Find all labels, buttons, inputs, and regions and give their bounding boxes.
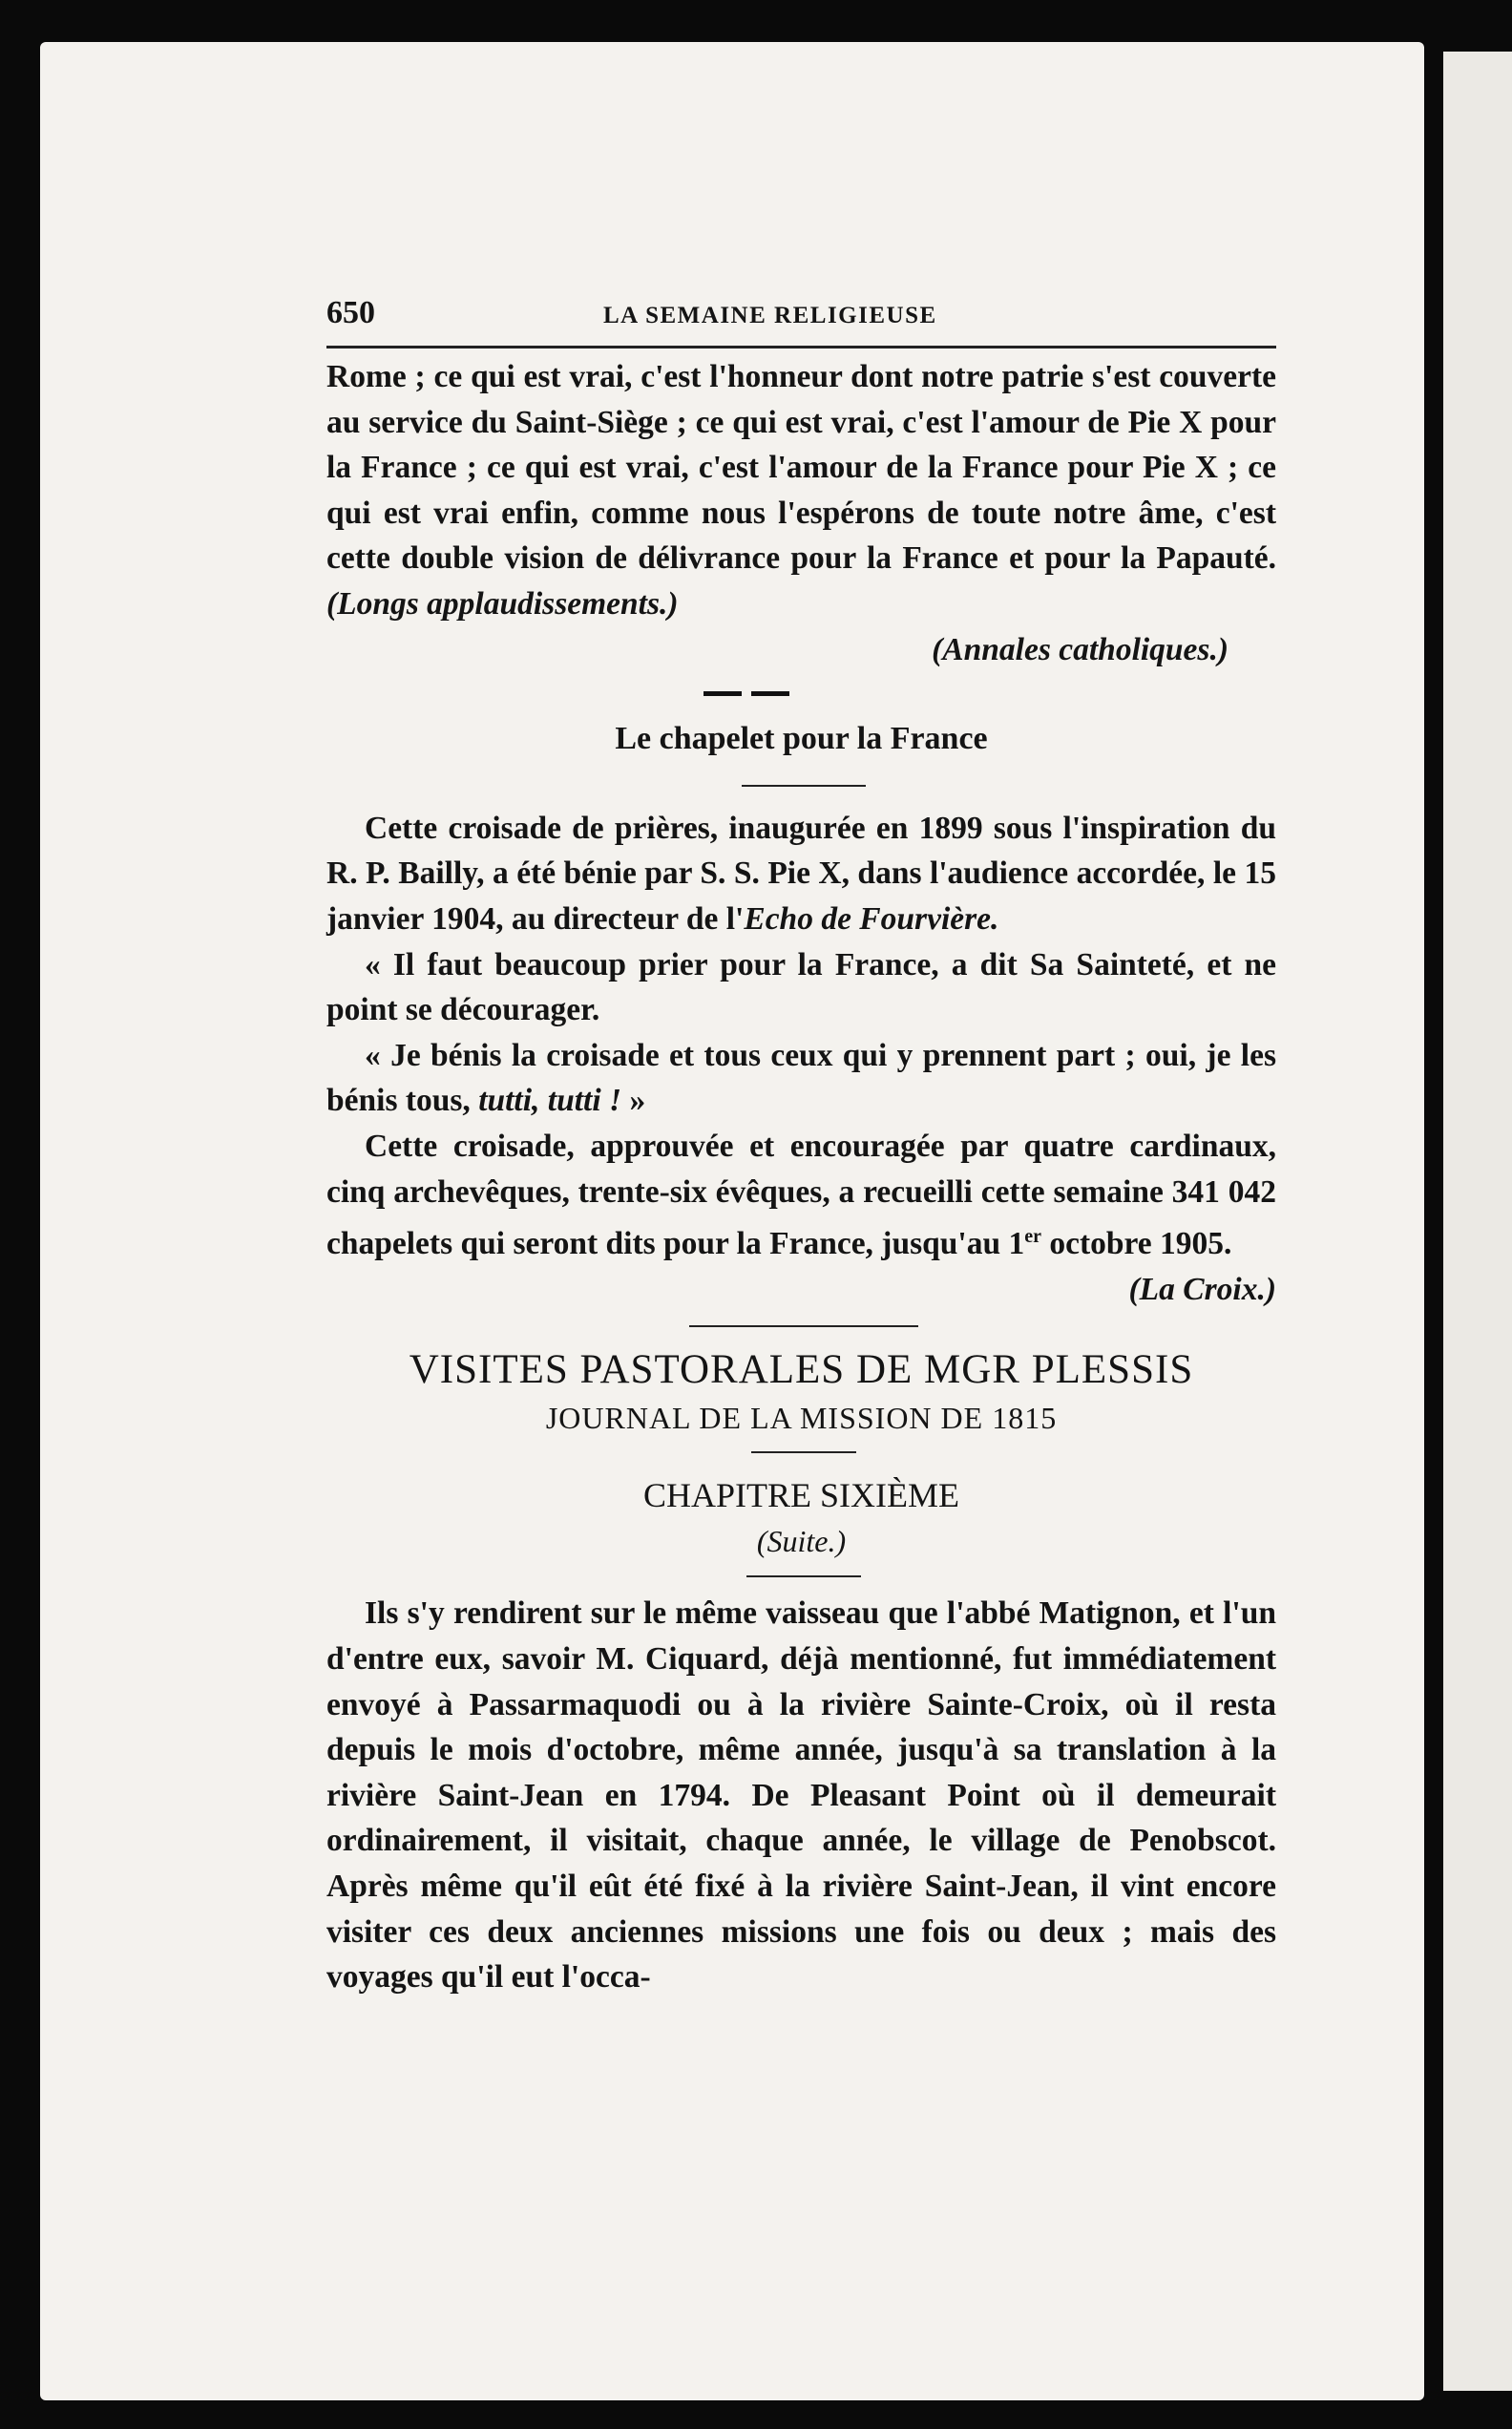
small-divider-3 — [326, 1562, 1276, 1591]
visites-section — [326, 1591, 1276, 1999]
header-rule — [326, 346, 1276, 349]
small-divider-2 — [326, 1440, 1276, 1465]
page-text — [326, 290, 1276, 2000]
intro-source: (Annales catholiques.) — [932, 631, 1228, 667]
intro-section — [326, 354, 1276, 672]
small-divider — [326, 764, 1276, 806]
running-title: LA SEMAINE RELIGIEUSE — [603, 303, 937, 328]
chapelet-source: (La Croix.) — [1128, 1271, 1276, 1307]
page-header — [326, 290, 1276, 332]
ornament-divider-2 — [326, 1312, 1276, 1341]
adjacent-page-edge — [1443, 52, 1512, 2391]
visites-subtitle: JOURNAL DE LA MISSION DE 1815 — [545, 1401, 1058, 1436]
visites-paragraph: Ils s'y rendirent sur le même vaisseau que l'abbé Matignon, et l'un d'entre eux, savoir M. Ciquard, déjà mentionné, fut immédiatement envoyé à Passarmaquodi ou à la rivière Sainte-Croix, où il resta depuis le mois d'octobre, même année, jusqu'à sa translation à la rivière Saint-Jean en 1794. De Pleasant Point où il demeurait ordinairement, il visitait, chaque année, le village de Penobscot. Après même qu'il eût été fixé à la rivière Saint-Jean, il vint encore visiter ces deux anciennes missions une fois ou deux ; mais des voyages qu'il eut l'occa- — [326, 1595, 1276, 1996]
chapelet-paragraph-1: Cette croisade de prières, inaugurée en 1899 sous l'inspiration du R. P. Bailly, a été bénie par S. S. Pie X, dans l'audience accordée, le 15 janvier 1904, au directeur de l'Echo de Fourvière. — [326, 810, 1276, 937]
chapelet-section — [326, 806, 1276, 1313]
chapelet-paragraph-3: « Je bénis la croisade et tous ceux qui y prennent part ; oui, je les bénis tous, tutti, tutti ! » — [326, 1037, 1276, 1119]
chapelet-paragraph-4: Cette croisade, approuvée et encouragée par quatre cardinaux, cinq archevêques, trente-six évêques, a recueilli cette semaine 341 042 chapelets qui seront dits pour la France, jusqu'au 1er octobre 1905. — [326, 1128, 1276, 1262]
visites-title: VISITES PASTORALES DE MGR PLESSIS — [409, 1347, 1194, 1393]
chapelet-paragraph-2: « Il faut beaucoup prier pour la France, a dit Sa Sainteté, et ne point se décourager. — [326, 946, 1276, 1028]
chapelet-title: Le chapelet pour la France — [615, 721, 988, 757]
scanned-page — [40, 42, 1424, 2400]
applause-note: (Longs applaudissements.) — [326, 585, 679, 622]
chapter-suite: (Suite.) — [756, 1524, 847, 1559]
intro-paragraph: Rome ; ce qui est vrai, c'est l'honneur dont notre patrie s'est couverte au service du Saint-Siège ; ce qui est vrai, c'est l'amour de Pie X pour la France ; ce qui est vrai, c'est l'amour de la France pour Pie X ; ce qui est vrai enfin, comme nous l'espérons de toute notre âme, c'est cette double vision de délivrance pour la France et pour la Papauté. (Longs applaudissements.) — [326, 359, 1276, 622]
chapter-title: CHAPITRE SIXIÈME — [643, 1476, 959, 1515]
page-number: 650 — [326, 295, 375, 330]
ornament-divider — [326, 672, 1276, 714]
